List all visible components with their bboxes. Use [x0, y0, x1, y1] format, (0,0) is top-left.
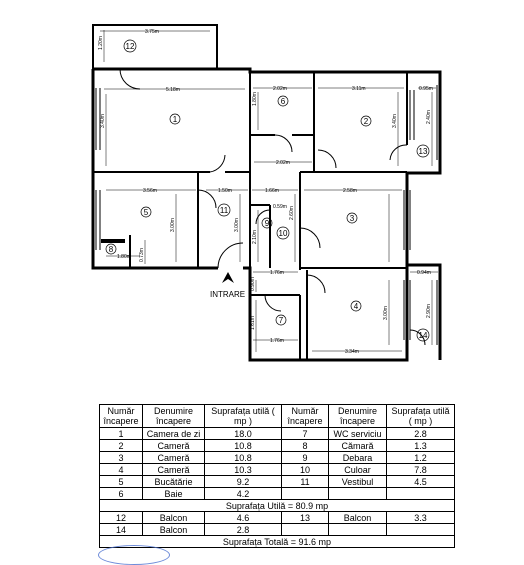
table-cell: 1	[100, 428, 143, 440]
dim-label: 5.18m	[166, 87, 180, 93]
table-cell: 12	[100, 512, 143, 524]
svg-text:5: 5	[143, 208, 149, 217]
svg-text:4: 4	[353, 302, 359, 311]
dim-label: 2.58m	[343, 188, 357, 194]
table-cell: 4.5	[387, 476, 455, 488]
table-cell: 2.8	[205, 524, 282, 536]
util-total-row	[100, 500, 455, 512]
stamp-seal	[98, 545, 170, 565]
dim-label: 0.95m	[419, 86, 433, 92]
table-cell: Culoar	[329, 464, 387, 476]
dim-label: 1.80m	[117, 254, 131, 260]
dim-label: 0.59m	[273, 204, 287, 210]
room-marker-12	[124, 40, 136, 52]
table-cell: Balcon	[143, 512, 205, 524]
svg-text:14: 14	[418, 331, 428, 340]
dim-label: 1.80m	[252, 92, 258, 106]
dim-label: 1.50m	[218, 188, 232, 194]
room-marker-6	[278, 96, 288, 106]
table-cell: Cameră	[143, 464, 205, 476]
table-cell: Debara	[329, 452, 387, 464]
table-cell: 4.2	[205, 488, 282, 500]
table-header: Suprafața utilă ( mp )	[205, 405, 282, 428]
table-cell: Cameră	[143, 452, 205, 464]
entrance-arrow-icon	[222, 272, 234, 283]
dim-label: 0.90m	[250, 277, 256, 291]
table-cell	[329, 524, 387, 536]
table-cell: 13	[282, 512, 329, 524]
table-cell: WC serviciu	[329, 428, 387, 440]
table-cell: 14	[100, 524, 143, 536]
entrance-label: INTRARE	[210, 290, 246, 299]
dim-label: 2.40m	[426, 110, 432, 124]
table-cell: 10.3	[205, 464, 282, 476]
dim-label: 3.75m	[145, 29, 159, 35]
room-marker-11	[218, 204, 230, 216]
table-cell: Balcon	[329, 512, 387, 524]
table-row	[100, 476, 455, 488]
dim-label: 2.02m	[273, 86, 287, 92]
svg-text:1: 1	[172, 115, 178, 124]
dim-label: 1.61m	[250, 316, 256, 330]
room-marker-7	[276, 315, 286, 325]
table-row	[100, 452, 455, 464]
table-cell: Bucătărie	[143, 476, 205, 488]
dim-label: 1.76m	[270, 270, 284, 276]
dimension-labels	[98, 29, 433, 355]
counter-fixture	[101, 239, 125, 243]
table-row	[100, 488, 455, 500]
svg-text:10: 10	[278, 229, 288, 238]
dim-label: 0.73m	[139, 248, 145, 262]
dim-label: 3.00m	[170, 218, 176, 232]
dim-label: 2.10m	[252, 230, 258, 244]
table-cell: 8	[282, 440, 329, 452]
room-marker-4	[351, 301, 361, 311]
dim-label: 2.60m	[289, 206, 295, 220]
svg-text:2: 2	[363, 117, 369, 126]
table-cell: 10.8	[205, 440, 282, 452]
table-cell	[329, 488, 387, 500]
table-cell: 4.6	[205, 512, 282, 524]
table-cell: 9	[282, 452, 329, 464]
dim-label: 1.66m	[265, 188, 279, 194]
table-cell: 5	[100, 476, 143, 488]
svg-text:8: 8	[108, 245, 114, 254]
room-marker-5	[141, 207, 151, 217]
table-cell: 1.2	[387, 452, 455, 464]
table-cell: 2	[100, 440, 143, 452]
table-header: Suprafața utilă ( mp )	[387, 405, 455, 428]
room-marker-2	[361, 116, 371, 126]
room-marker-14	[417, 329, 429, 341]
table-cell: 7	[282, 428, 329, 440]
table-cell: Baie	[143, 488, 205, 500]
table-cell: 9.2	[205, 476, 282, 488]
table-cell	[387, 524, 455, 536]
table-header: Denumire încapere	[143, 405, 205, 428]
table-cell: 1.3	[387, 440, 455, 452]
room-marker-8	[106, 244, 116, 254]
table-row	[100, 464, 455, 476]
svg-text:9: 9	[264, 219, 270, 228]
table-cell: 6	[100, 488, 143, 500]
table-cell	[282, 488, 329, 500]
dim-label: 3.40m	[392, 114, 398, 128]
table-cell: Vestibul	[329, 476, 387, 488]
dim-label: 3.40m	[100, 114, 106, 128]
table-row	[100, 428, 455, 440]
util-total: Suprafața Utilă = 80.9 mp	[100, 500, 455, 512]
table-row	[100, 440, 455, 452]
table-row	[100, 512, 455, 524]
dim-label: 3.00m	[234, 218, 240, 232]
table-cell: 7.8	[387, 464, 455, 476]
svg-text:12: 12	[125, 42, 135, 51]
table-cell: 4	[100, 464, 143, 476]
table-cell: Cameră	[143, 440, 205, 452]
dim-label: 2.02m	[276, 160, 290, 166]
table-header: Număr încapere	[282, 405, 329, 428]
dim-label: 3.11m	[352, 86, 366, 92]
table-cell: 11	[282, 476, 329, 488]
table-cell: 10.8	[205, 452, 282, 464]
table-header: Denumire încapere	[329, 405, 387, 428]
table-cell: Cămară	[329, 440, 387, 452]
dim-label: 1.20m	[98, 36, 104, 50]
table-header: Număr încapere	[100, 405, 143, 428]
table-cell: 3.3	[387, 512, 455, 524]
dim-label: 3.56m	[143, 188, 157, 194]
dim-label: 0.94m	[417, 270, 431, 276]
table-cell: 10	[282, 464, 329, 476]
grand-total: Suprafața Totală = 91.6 mp	[100, 536, 455, 548]
table-cell: 3	[100, 452, 143, 464]
svg-text:3: 3	[349, 214, 355, 223]
dim-label: 2.90m	[426, 304, 432, 318]
svg-text:6: 6	[280, 97, 286, 106]
table-cell	[387, 488, 455, 500]
table-row	[100, 524, 455, 536]
table-header-row	[100, 405, 455, 428]
table-cell: Balcon	[143, 524, 205, 536]
table-cell: 18.0	[205, 428, 282, 440]
table-cell: 2.8	[387, 428, 455, 440]
table-cell: Camera de zi	[143, 428, 205, 440]
dim-label: 3.00m	[383, 306, 389, 320]
svg-text:11: 11	[219, 206, 229, 215]
room-area-table	[99, 404, 455, 548]
svg-text:7: 7	[278, 316, 284, 325]
svg-text:13: 13	[418, 147, 428, 156]
table-cell	[282, 524, 329, 536]
room-marker-3	[347, 213, 357, 223]
dim-label: 3.34m	[345, 349, 359, 355]
dim-label: 1.76m	[270, 338, 284, 344]
room-marker-1	[170, 114, 180, 124]
room-marker-10	[277, 227, 289, 239]
room-marker-13	[417, 145, 429, 157]
